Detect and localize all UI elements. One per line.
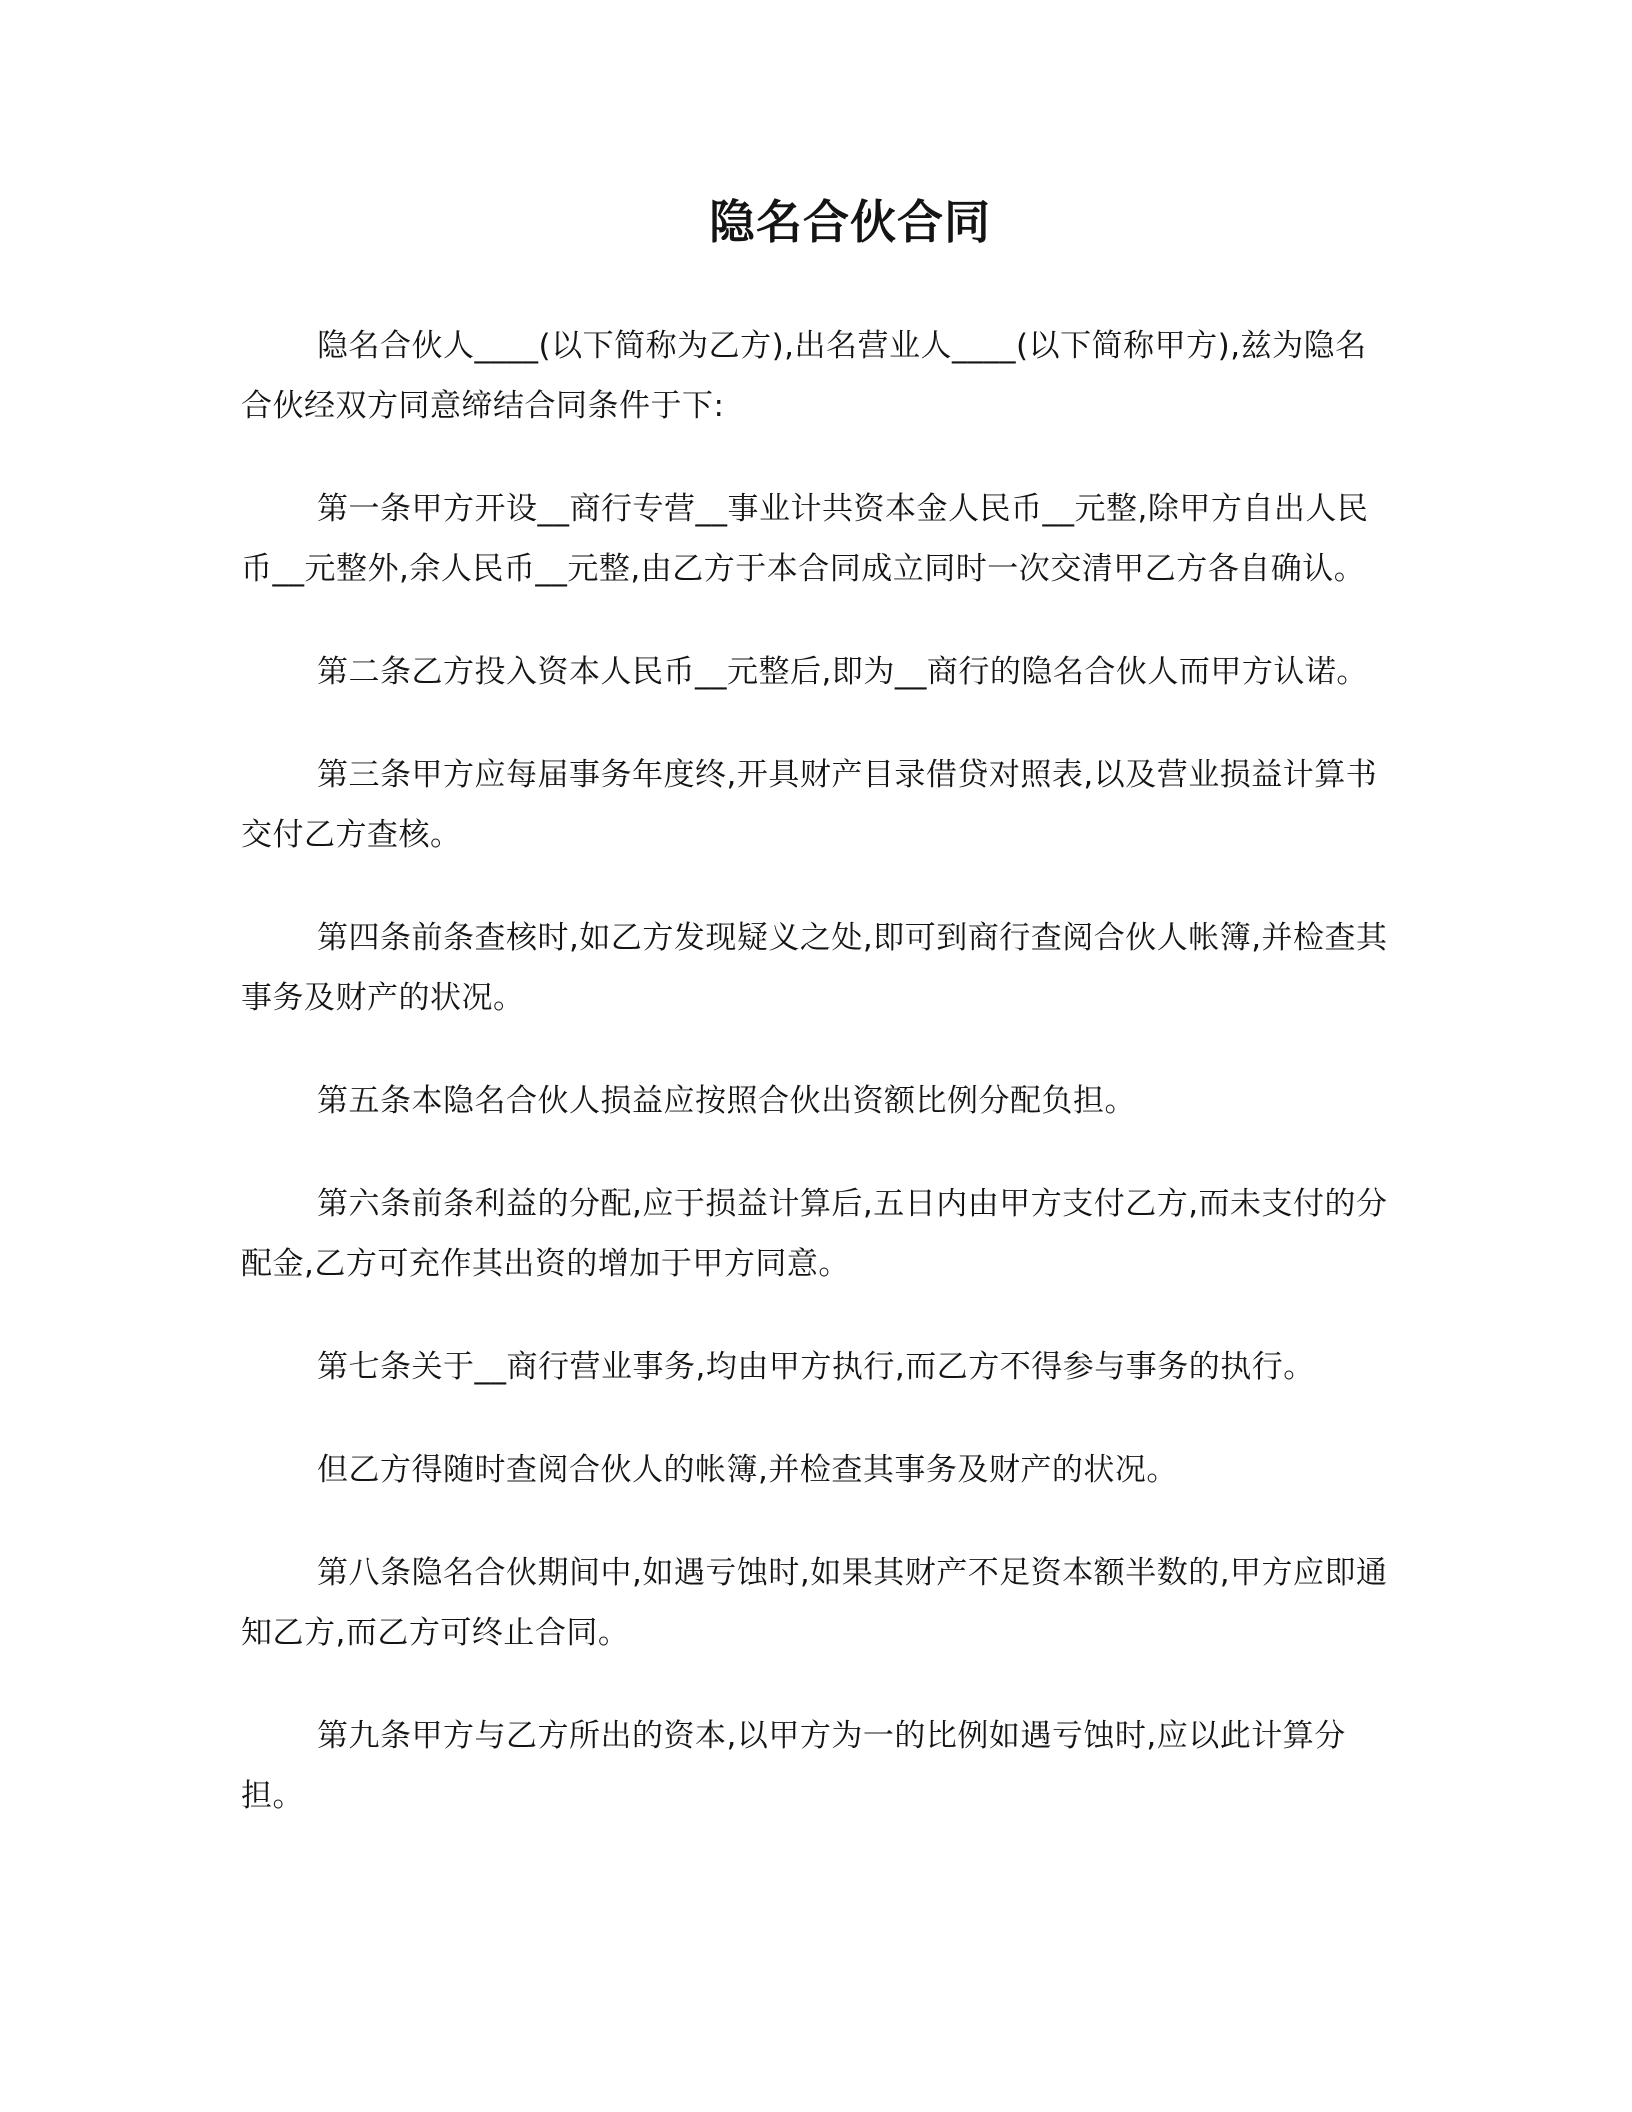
article-7-supplement-paragraph: 但乙方得随时查阅合伙人的帐簿,并检查其事务及财产的状况。 — [317, 1452, 1178, 1488]
article-6-paragraph: 第六条前条利益的分配,应于损益计算后,五日内由甲方支付乙方,而未支付的分配金,乙方可充作其出资的增加于甲方同意。 — [241, 1186, 1388, 1282]
article-2-paragraph: 第二条乙方投入资本人民币__元整后,即为__商行的隐名合伙人而甲方认诺。 — [317, 654, 1368, 690]
article-8-paragraph: 第八条隐名合伙期间中,如遇亏蚀时,如果其财产不足资本额半数的,甲方应即通知乙方,而乙方可终止合同。 — [241, 1555, 1388, 1651]
article-3-paragraph: 第三条甲方应每届事务年度终,开具财产目录借贷对照表,以及营业损益计算书交付乙方查核。 — [241, 757, 1378, 853]
article-5-paragraph: 第五条本隐名合伙人损益应按照合伙出资额比例分配负担。 — [317, 1083, 1136, 1119]
article-4-paragraph: 第四条前条查核时,如乙方发现疑义之处,即可到商行查阅合伙人帐簿,并检查其事务及财产的状况。 — [241, 920, 1388, 1016]
intro-paragraph: 隐名合伙人____(以下简称为乙方),出名营业人____(以下简称甲方),兹为隐名合伙经双方同意缔结合同条件于下: — [241, 328, 1367, 424]
article-9-paragraph: 第九条甲方与乙方所出的资本,以甲方为一的比例如遇亏蚀时,应以此计算分担。 — [241, 1718, 1346, 1814]
document-title: 隐名合伙合同 — [709, 195, 991, 249]
article-7-paragraph: 第七条关于__商行营业事务,均由甲方执行,而乙方不得参与事务的执行。 — [317, 1349, 1315, 1385]
article-1-paragraph: 第一条甲方开设__商行专营__事业计共资本金人民币__元整,除甲方自出人民币__元整外,余人民币__元整,由乙方于本合同成立同时一次交清甲乙方各自确认。 — [241, 491, 1369, 587]
document-body — [241, 316, 1391, 1869]
